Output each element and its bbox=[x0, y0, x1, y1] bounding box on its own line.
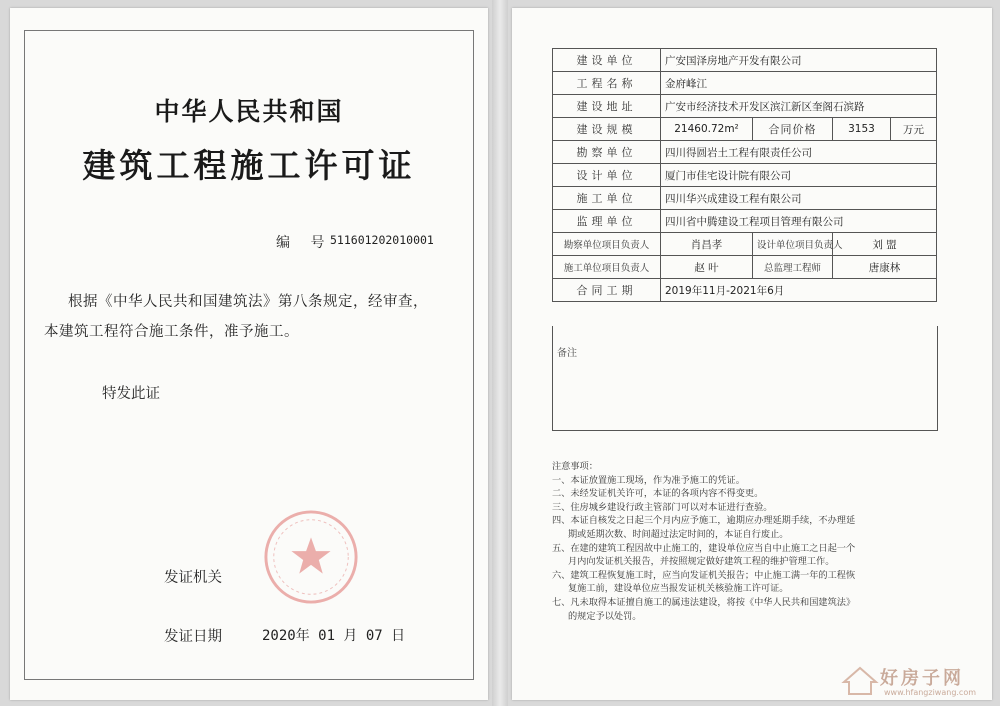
note-line: 的规定予以处罚。 bbox=[568, 610, 642, 622]
table-value: 金府峰江 bbox=[661, 72, 937, 95]
table-value: 四川华兴成建设工程有限公司 bbox=[661, 187, 937, 210]
issue-date-value: 2020年 01 月 07 日 bbox=[262, 628, 406, 644]
note-line: 一、本证放置施工现场，作为准予施工的凭证。 bbox=[552, 474, 745, 486]
official-seal-icon bbox=[262, 508, 360, 606]
design-pm-label: 设计单位项目负责人 bbox=[753, 233, 833, 256]
scale-value: 21460.72m² bbox=[661, 118, 753, 141]
table-row bbox=[553, 256, 937, 279]
note-line: 五、在建的建筑工程因故中止施工的，建设单位应当自中止施工之日起一个 bbox=[552, 542, 856, 554]
table-value: 厦门市佳宅设计院有限公司 bbox=[661, 164, 937, 187]
cert-special-statement: 特发此证 bbox=[102, 386, 160, 402]
table-value: 广安国泽房地产开发有限公司 bbox=[661, 49, 937, 72]
cert-heading: 中华人民共和国 bbox=[154, 97, 344, 126]
notes-title: 注意事项： bbox=[552, 461, 598, 472]
survey-pm-label: 勘察单位项目负责人 bbox=[553, 233, 661, 256]
remarks-label: 备注 bbox=[557, 348, 577, 359]
cert-number-label: 编 号 bbox=[276, 235, 333, 251]
note-line: 复施工前，建设单位应当报发证机关核验施工许可证。 bbox=[568, 583, 789, 595]
table-value: 四川得圆岩土工程有限责任公司 bbox=[661, 141, 937, 164]
note-line: 七、凡未取得本证擅自施工的属违法建设，将按《中华人民共和国建筑法》 bbox=[552, 596, 856, 608]
chief-supervisor-value: 唐康林 bbox=[833, 256, 937, 279]
project-info-table bbox=[552, 48, 937, 302]
note-line: 二、未经发证机关许可，本证的各项内容不得变更。 bbox=[552, 488, 764, 500]
note-line: 三、住房城乡建设行政主管部门可以对本证进行查验。 bbox=[552, 501, 773, 513]
table-row bbox=[553, 49, 937, 72]
table-label: 工程名称 bbox=[553, 72, 661, 95]
contract-price-label: 合同价格 bbox=[753, 118, 833, 141]
table-label: 建设单位 bbox=[553, 49, 661, 72]
table-row bbox=[553, 95, 937, 118]
table-label: 勘察单位 bbox=[553, 141, 661, 164]
design-pm-value: 刘 盟 bbox=[833, 233, 937, 256]
contract-period-value: 2019年11月-2021年6月 bbox=[661, 279, 937, 302]
table-label: 建设地址 bbox=[553, 95, 661, 118]
chief-supervisor-label: 总监理工程师 bbox=[753, 256, 833, 279]
contract-period-label: 合同工期 bbox=[553, 279, 661, 302]
scale-label: 建设规模 bbox=[553, 118, 661, 141]
table-row bbox=[553, 210, 937, 233]
contract-price-value: 3153 bbox=[833, 118, 891, 141]
issue-date-label: 发证日期 bbox=[164, 629, 222, 645]
table-label: 监理单位 bbox=[553, 210, 661, 233]
survey-pm-value: 肖昌孝 bbox=[661, 233, 753, 256]
note-line: 期或延期次数、时间超过法定时间的，本证自行废止。 bbox=[568, 528, 789, 540]
table-row bbox=[553, 141, 937, 164]
table-value: 四川省中腾建设工程项目管理有限公司 bbox=[661, 210, 937, 233]
cert-body-line2: 本建筑工程符合施工条件，准予施工。 bbox=[44, 324, 299, 340]
construction-pm-label: 施工单位项目负责人 bbox=[553, 256, 661, 279]
note-line: 四、本证自核发之日起三个月内应予施工，逾期应办理延期手续，不办理延 bbox=[552, 515, 856, 527]
watermark-url: www.hfangziwang.com bbox=[884, 688, 977, 697]
contract-price-unit: 万元 bbox=[891, 118, 937, 141]
table-value: 广安市经济技术开发区滨江新区奎阁石滨路 bbox=[661, 95, 937, 118]
watermark-text: 好房子网 bbox=[880, 668, 964, 689]
table-row bbox=[553, 72, 937, 95]
page-fold bbox=[492, 0, 508, 706]
notes-section bbox=[552, 460, 972, 623]
note-line: 六、建筑工程恢复施工时，应当向发证机关报告；中止施工满一年的工程恢 bbox=[552, 569, 856, 581]
cert-body-line1: 根据《中华人民共和国建筑法》第八条规定，经审查， bbox=[68, 294, 428, 310]
construction-pm-value: 赵 叶 bbox=[661, 256, 753, 279]
note-line: 月内向发证机关报告，并按照规定做好建筑工程的维护管理工作。 bbox=[568, 556, 835, 568]
cert-title: 建筑工程施工许可证 bbox=[82, 146, 416, 185]
cert-number-value: 511601202010001 bbox=[330, 233, 434, 247]
remarks-box bbox=[552, 326, 938, 431]
table-row bbox=[553, 164, 937, 187]
table-row bbox=[553, 187, 937, 210]
table-row bbox=[553, 118, 937, 141]
table-label: 施工单位 bbox=[553, 187, 661, 210]
table-row bbox=[553, 279, 937, 302]
issuer-label: 发证机关 bbox=[164, 570, 222, 586]
table-row bbox=[553, 233, 937, 256]
table-label: 设计单位 bbox=[553, 164, 661, 187]
